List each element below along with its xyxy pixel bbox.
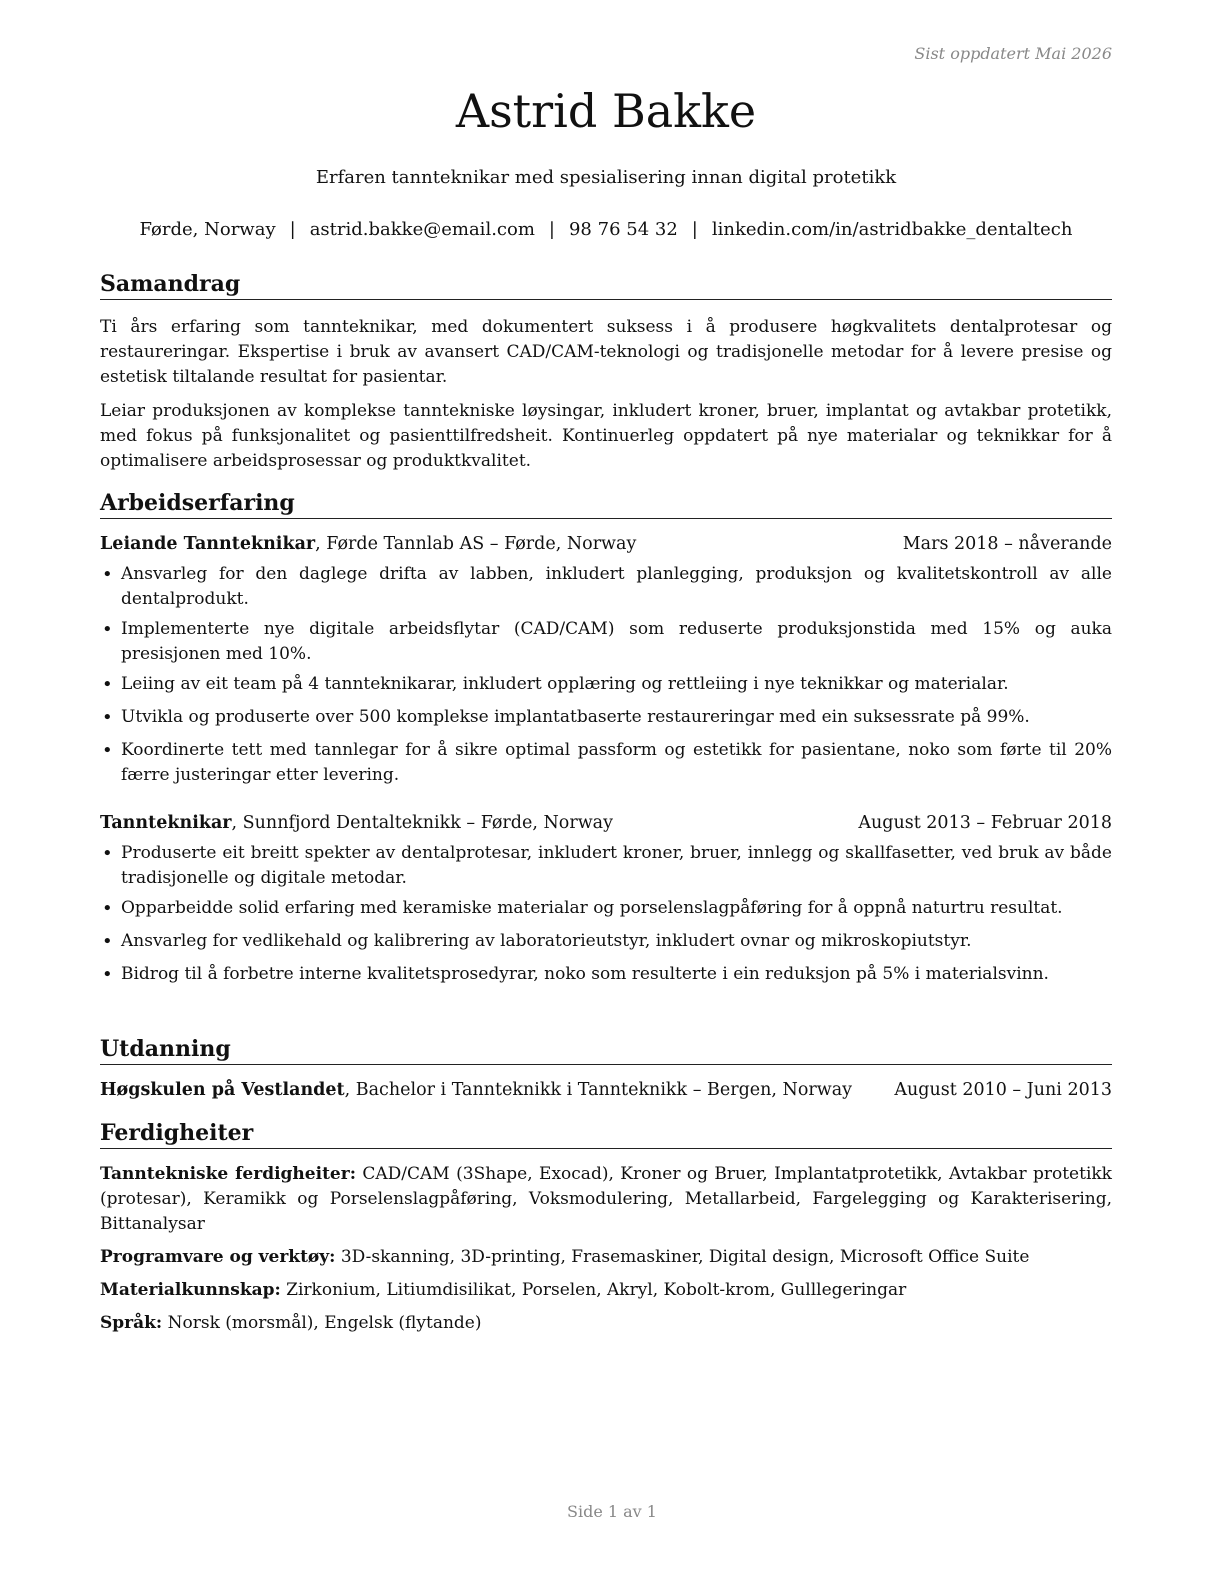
job-organization: , Førde Tannlab AS – Førde, Norway: [315, 534, 637, 554]
job-dates: August 2013 – Februar 2018: [858, 813, 1112, 833]
list-item: • Utvikla og produserte over 500 komplekse implantatbaserte restaureringar med ein suksessrate på 99%.: [100, 705, 1112, 730]
job-title-line: [100, 532, 636, 557]
contact-separator: |: [691, 219, 698, 240]
skill-value: Zirkonium, Litiumdisilikat, Porselen, Akryl, Kobolt-krom, Gulllegeringar: [280, 1280, 907, 1300]
section-title-education: Utdanning: [100, 1035, 1112, 1065]
job-role: Tannteknikar: [100, 813, 232, 833]
skill-value: Norsk (morsmål), Engelsk (flytande): [162, 1313, 482, 1333]
job-organization: , Sunnfjord Dentalteknikk – Førde, Norway: [231, 813, 613, 833]
experience-section: [100, 489, 1112, 987]
skill-value: CAD/CAM (3Shape, Exocad), Kroner og Bruer, Implantatprotetikk, Avtakbar protetikk (protesar), Keramikk og Porselenslagpåføring, Voksmodulering, Metallarbeid, Fargelegging og Karakterisering, Bittanalysar: [100, 1164, 1112, 1234]
summary-paragraph: Ti års erfaring som tannteknikar, med dokumentert suksess i å produsere høgkvalitets dentalprotesar og restaureringar. Ekspertise i bruk av avansert CAD/CAM-teknologi og tradisjonelle metodar for å levere presise og estetisk tiltalande resultat for pasientar.: [100, 317, 1112, 387]
job-entry: [100, 532, 1112, 788]
skill-row: [100, 1278, 1112, 1303]
job-header: [100, 532, 1112, 557]
page-number: Side 1 av 1: [567, 1502, 657, 1521]
contact-linkedin[interactable]: linkedin.com/in/astridbakke_dentaltech: [711, 219, 1073, 240]
contact-location: Førde, Norway: [139, 219, 276, 240]
skill-row: [100, 1245, 1112, 1270]
skills-section: [100, 1119, 1112, 1336]
list-item: • Leiing av eit team på 4 tannteknikarar, inkludert opplæring og rettleiing i nye teknikkar og materialar.: [100, 672, 1112, 697]
section-title-experience: Arbeidserfaring: [100, 489, 1112, 519]
list-item: • Ansvarleg for vedlikehald og kalibrering av laboratorieutstyr, inkludert ovnar og mikroskopiutstyr.: [100, 929, 1112, 954]
contact-phone: 98 76 54 32: [568, 219, 678, 240]
section-title-summary: Samandrag: [100, 270, 1112, 300]
last-updated-note: Sist oppdatert Mai 2026: [914, 44, 1112, 63]
job-entry: [100, 811, 1112, 987]
skill-row: [100, 1311, 1112, 1336]
contact-line: [100, 219, 1112, 240]
skill-label: Materialkunnskap:: [100, 1280, 281, 1300]
section-title-skills: Ferdigheiter: [100, 1119, 1112, 1149]
education-dates: August 2010 – Juni 2013: [894, 1080, 1112, 1100]
skill-value: 3D-skanning, 3D-printing, Frasemaskiner, Digital design, Microsoft Office Suite: [335, 1247, 1030, 1267]
job-role: Leiande Tannteknikar: [100, 534, 316, 554]
contact-separator: |: [548, 219, 555, 240]
job-bullets: [100, 562, 1112, 788]
education-section: [100, 1035, 1112, 1103]
list-item: • Bidrog til å forbetre interne kvalitetsprosedyrar, noko som resulterte i ein reduksjon på 5% i materialsvinn.: [100, 962, 1112, 987]
skill-label: Programvare og verktøy:: [100, 1247, 336, 1267]
education-line: [100, 1078, 852, 1103]
list-item: • Koordinerte tett med tannlegar for å sikre optimal passform og estetikk for pasientane, noko som førte til 20% færre justeringar etter levering.: [100, 738, 1112, 788]
candidate-name: Astrid Bakke: [455, 84, 757, 138]
list-item: • Opparbeidde solid erfaring med keramiske materialar og porselenslagpåføring for å oppnå naturtru resultat.: [100, 896, 1112, 921]
job-title-line: [100, 811, 613, 836]
summary-section: [100, 270, 1112, 474]
list-item: • Produserte eit breitt spekter av dentalprotesar, inkludert kroner, bruer, innlegg og skallfasetter, ved bruk av både tradisjonelle og digitale metodar.: [100, 841, 1112, 891]
job-dates: Mars 2018 – nåverande: [902, 534, 1112, 554]
summary-paragraph: Leiar produksjonen av komplekse tanntekniske løysingar, inkludert kroner, bruer, implantat og avtakbar protetikk, med fokus på funksjonalitet og pasienttilfredsheit. Kontinuerleg oppdatert på nye materialar og teknikkar for å optimalisere arbeidsprosessar og produktkvalitet.: [100, 401, 1112, 471]
skill-label: Språk:: [100, 1313, 163, 1333]
candidate-tagline: Erfaren tannteknikar med spesialisering innan digital protetikk: [315, 167, 897, 188]
list-item: • Ansvarleg for den daglege drifta av labben, inkludert planlegging, produksjon og kvalitetskontroll av alle dentalprodukt.: [100, 562, 1112, 612]
job-bullets: [100, 841, 1112, 987]
skill-row: [100, 1162, 1112, 1237]
job-header: [100, 811, 1112, 836]
education-detail: , Bachelor i Tannteknikk i Tannteknikk – Bergen, Norway: [344, 1080, 853, 1100]
list-item: • Implementerte nye digitale arbeidsflytar (CAD/CAM) som reduserte produksjonstida med 15% og auka presisjonen med 10%.: [100, 617, 1112, 667]
skill-label: Tanntekniske ferdigheiter:: [100, 1164, 356, 1184]
contact-separator: |: [289, 219, 296, 240]
education-entry: [100, 1078, 1112, 1103]
contact-email[interactable]: astrid.bakke@email.com: [309, 219, 535, 240]
education-school: Høgskulen på Vestlandet: [100, 1080, 345, 1100]
